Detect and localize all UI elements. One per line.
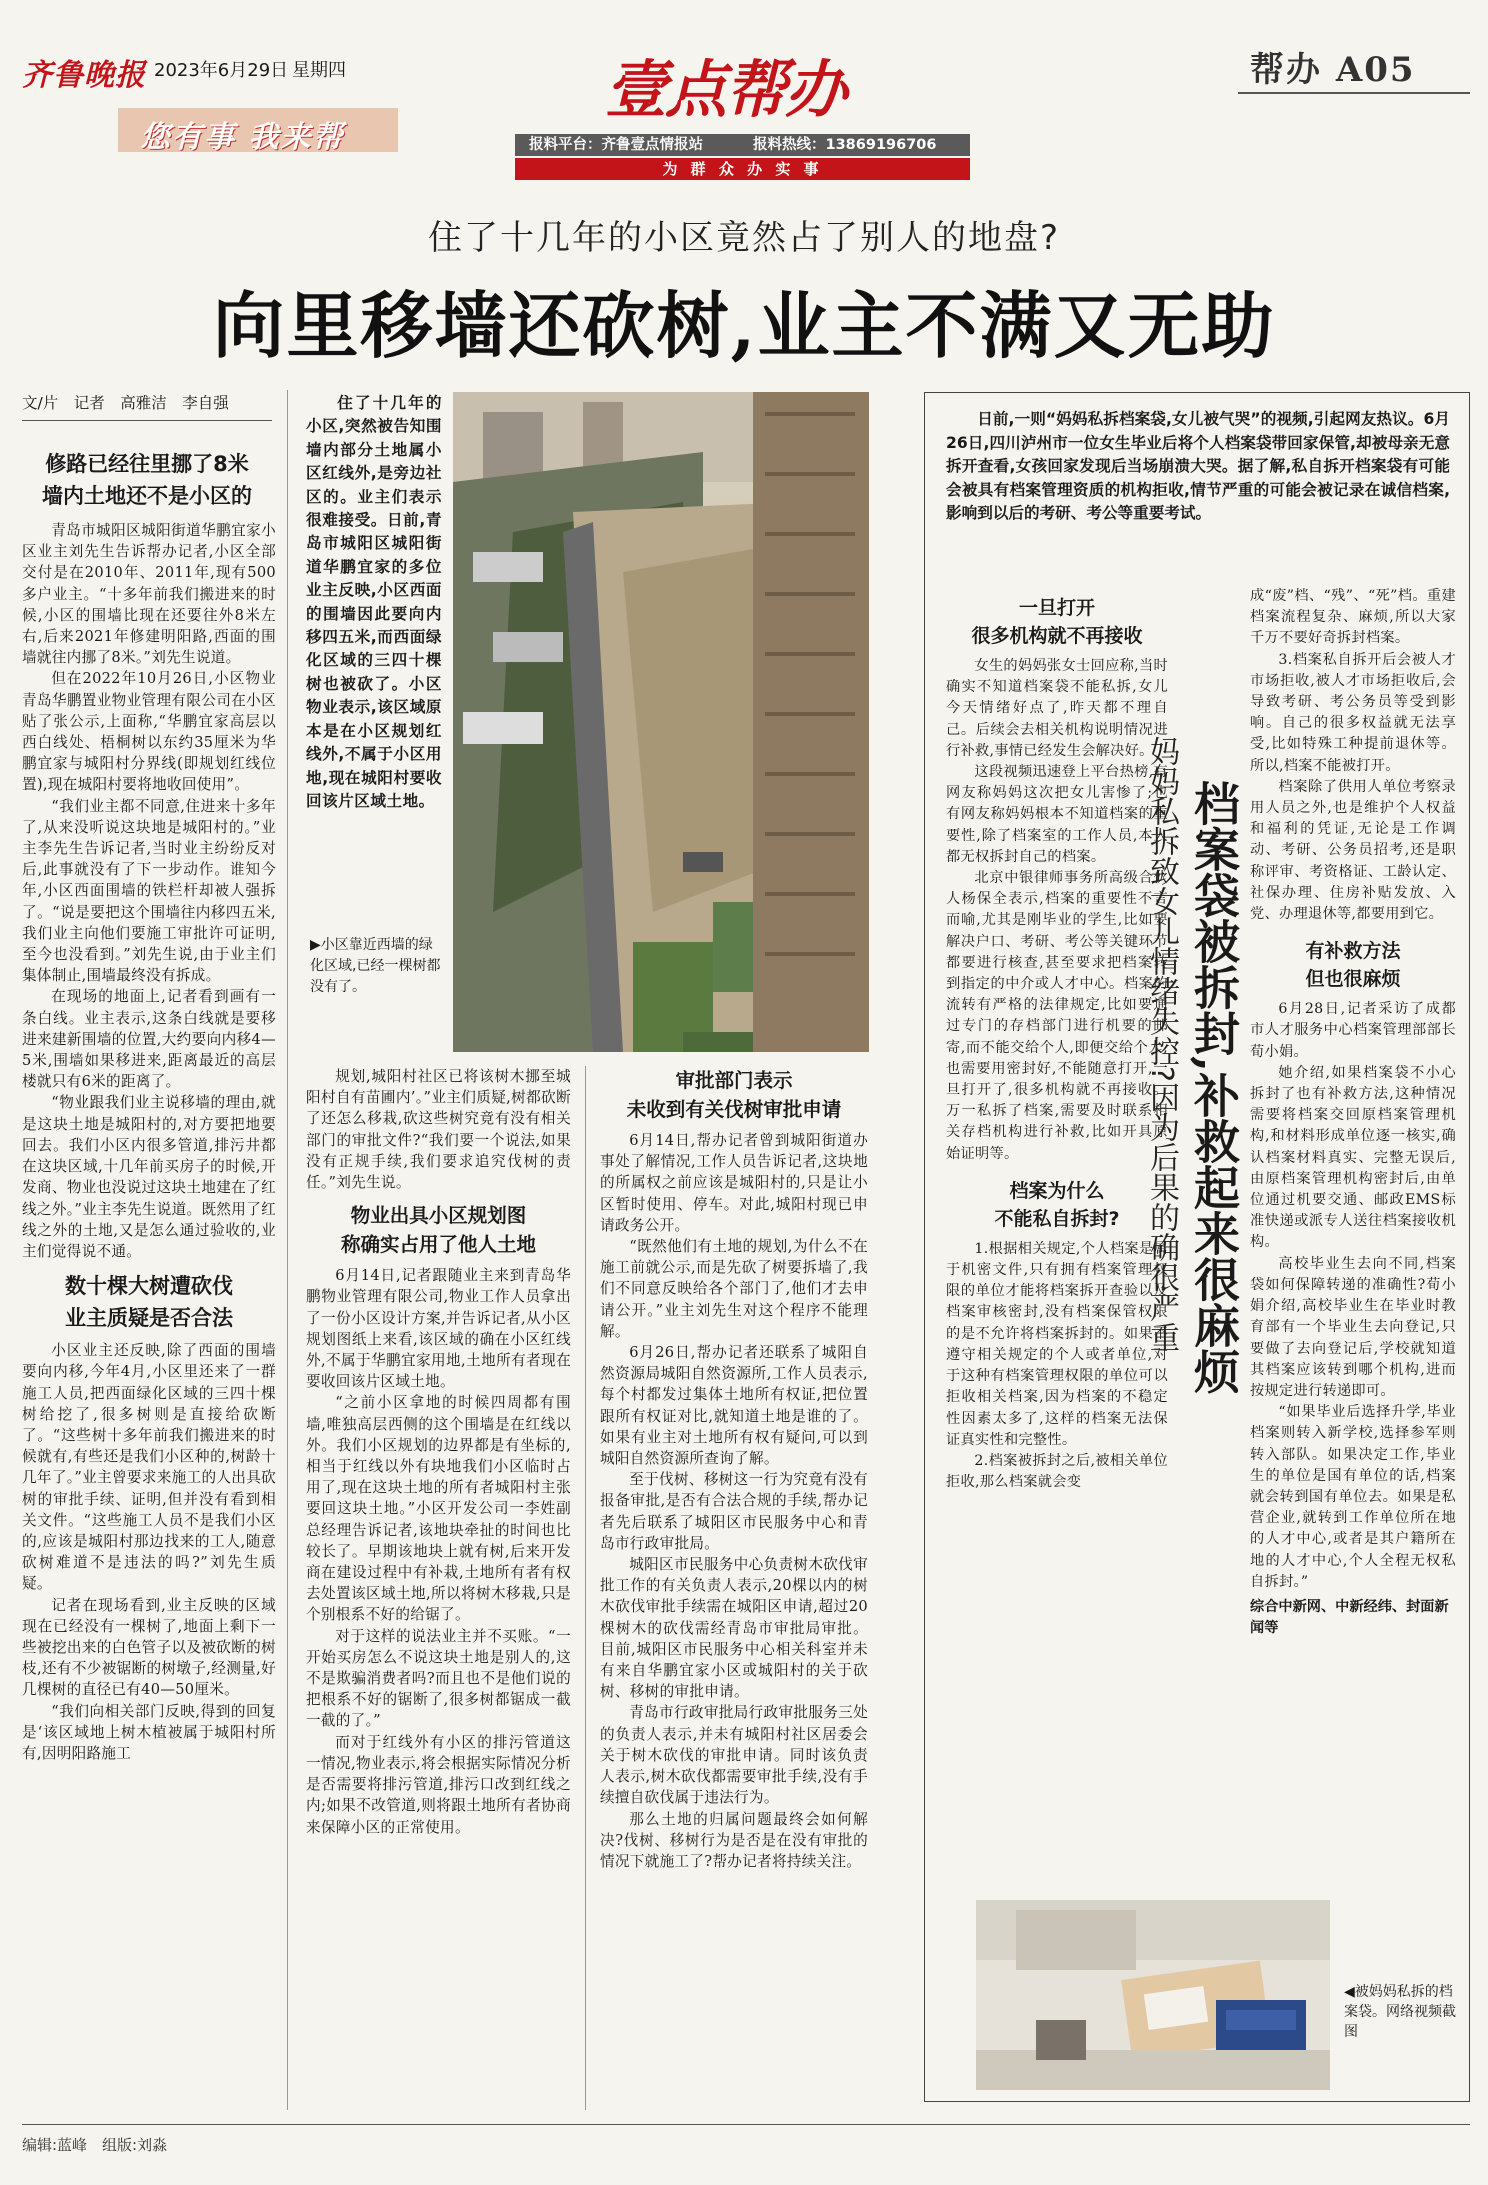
story2-col-b [1250,586,1456,1639]
paragraph: 青岛市城阳区城阳街道华鹏宜家小区业主刘先生告诉帮办记者,小区全部交付是在2010年、2011年,现有500多户业主。“十多年前我们搬进来的时候,小区的围墙比现在还要往外8米左右,后来2021年修建明阳路,西面的围墙就往内挪了8米。”刘先生说道。 [22,522,276,667]
column-divider [585,1066,586,2110]
archive-bag-photo [976,1900,1330,2090]
hotline-platform: 报料平台：齐鲁壹点情报站 [529,137,703,153]
footer-rule [22,2124,1470,2125]
issue-weekday: 星期四 [292,60,346,81]
issue-date: 2023年6月29日 [154,60,289,81]
slogan-text: 您有事 我来帮 [140,120,345,155]
story2-subhead-1: 一旦打开 很多机构就不再接收 [971,597,1143,647]
masthead [0,0,1488,178]
hotline-bar [515,134,970,156]
paragraph: 城阳区市民服务中心负责树木砍伐审批工作的有关负责人表示,20棵以内的树木砍伐审批手续需在城阳区申请,超过20棵树木的砍伐需经青岛市审批局审批。目前,城阳区市民服务中心相关科室并未有来自华鹏宜家小区或城阳村的关于砍树、移树的审批申请。 [600,1556,868,1701]
archive-bag-caption: ◀被妈妈私拆的档案袋。网络视频截图 [1344,1984,1456,2040]
slogan-banner [118,108,398,155]
paragraph: 小区业主还反映,除了西面的围墙要向内移,今年4月,小区里还来了一群施工人员,把西面绿化区域的三四十棵树给挖了,很多树则是直接给砍断了。“这些树十多年前我们搬进来的时候就有,有些还是我们小区种的,树龄十几年了。”业主曾要求来施工的人出具砍树的审批手续、证明,但并没有看到相关文件。“这些施工人员不是我们小区的,应该是城阳村那边找来的工人,随意砍树难道不是违法的吗?”刘先生质疑。 [22,1342,276,1593]
paragraph: 青岛市行政审批局行政审批服务三处的负责人表示,并未有城阳村社区居委会关于树木砍伐的审批申请。同时该负责人表示,树木砍伐都需要审批手续,没有手续擅自砍伐属于违法行为。 [600,1704,868,1807]
story2-intro [946,408,1450,526]
paragraph: 记者在现场看到,业主反映的区域现在已经没有一棵树了,地面上剩下一些被挖出来的白色管子以及被砍断的树枝,还有不少被锯断的树墩子,经测量,好几棵树的直径已有40—50厘米。 [22,1596,276,1699]
story2-subhead-2: 档案为什么 不能私自拆封? [994,1179,1120,1230]
construction-photo-caption: ▶小区靠近西墙的绿化区域,已经一棵树都没有了。 [310,937,441,995]
paragraph: 那么土地的归属问题最终会如何解决?伐树、移树行为是否是在没有审批的情况下就施工了?帮办记者将持续关注。 [600,1810,868,1870]
paragraph: 成“废”档、“残”、“死”档。重建档案流程复杂、麻烦,所以大家千万不要好奇拆封档案。 [1250,588,1456,647]
construction-photo [453,392,869,1052]
paragraph: 6月28日,记者采访了成都市人才服务中心档案管理部部长荀小娟。 [1250,1001,1456,1060]
paragraph: 6月26日,帮办记者还联系了城阳自然资源局城阳自然资源所,工作人员表示,每个村都发过集体土地所有权证,把位置跟所有权证对比,就知道土地是谁的了。如果有业主对土地所有权有疑问,可以到城阳自然资源所查询了解。 [600,1344,868,1468]
story1-subhead-2: 数十棵大树遭砍伐 业主质疑是否合法 [65,1274,233,1331]
paragraph: 但在2022年10月26日,小区物业青岛华鹏置业物业管理有限公司在小区贴了张公示,上面称,“华鹏宜家高层以西白线处、梧桐树以东约35厘米为华鹏宜家与城阳村分界线(即规划红线位置),现在城阳村要将地收回使用”。 [22,670,276,794]
paragraph: 1.根据相关规定,个人档案是属于机密文件,只有拥有档案管理权限的单位才能将档案拆开查验以及档案审核密封,没有档案保管权限的是不允许将档案拆封的。如果不遵守相关规定的个人或者单位,对于这种有档案管理权限的单位可以拒收相关档案,因为档案的不稳定性因素太多了,这样的档案无法保证真实性和完整性。 [946,1240,1168,1448]
story1-kicker: 住了十几年的小区竟然占了别人的地盘? [427,218,1061,258]
paragraph: 她介绍,如果档案袋不小心拆封了也有补救方法,这种情况需要将档案交回原档案管理机构,和材料形成单位逐一核实,确认档案材料真实、完整无误后,由原档案管理机构密封后,由单位通过机要交通、邮政EMS标准快递或派专人送往档案接收机构。 [1250,1064,1456,1251]
paragraph: 女生的妈妈张女士回应称,当时确实不知道档案袋不能私拆,女儿今天情绪好点了,昨天都不理自己。后续会去相关机构说明情况进行补救,事情已经发生会解决好。 [946,658,1168,759]
paragraph: 高校毕业生去向不同,档案袋如何保障转递的准确性?荀小娟介绍,高校毕业生在毕业时教育部有一个毕业生去向登记,只要做了去向登记后,学校就知道其档案应该转到哪个机构,进而按规定进行转递即可。 [1250,1255,1456,1399]
story1-subhead-1: 修路已经往里挪了8米 墙内土地还不是小区的 [42,452,252,508]
paragraph: “既然他们有土地的规划,为什么不在施工前就公示,而是先砍了树要拆墙了,我们不同意反映给各个部门了,他们才去申请公开。”业主刘先生对这个程序不能理解。 [600,1238,868,1340]
paragraph: 对于这样的说法业主并不买账。“一开始买房怎么不说这块土地是别人的,这不是欺骗消费者吗?而且也不是他们说的把根系不好的锯断了,很多树都锯成一截一截的了。” [306,1627,571,1730]
page-label: 帮办 A05 [1250,50,1416,90]
lead-text: 住了十几年的小区,突然被告知围墙内部分土地属小区红线外,是旁边社区的。业主们表示很难接受。日前,青岛市城阳区城阳街道华鹏宜家的多位业主反映,小区西面的围墙因此要向内移四五米,而西面绿化区域的三四十棵树也被砍了。小区物业表示,该区域原本是在小区规划红线外,不属于小区用地,现在城阳村要收回该片区域土地。 [306,394,442,810]
story1-byline: 文/片 记者 高雅洁 李自强 [22,394,229,412]
motto-bar [515,158,970,180]
paragraph: 6月14日,记者跟随业主来到青岛华鹏物业管理有限公司,物业工作人员拿出了一份小区设计方案,并告诉记者,从小区规划图纸上来看,该区域的确在小区红线外,不属于华鹏宜家用地,土地所有者现在要收回该片区域土地。 [306,1267,571,1391]
archive-bag-image [976,1900,1330,2090]
paragraph: “物业跟我们业主说移墙的理由,就是这块土地是城阳村的,对方要把地要回去。我们小区内很多管道,排污井都在这块区域,十几年前买房子的时候,开发商、物业也没说过这块土地建在了红线之外。”业主李先生说道。既然用了红线之外的土地,又是怎么通过验收的,业主们觉得说不通。 [22,1094,276,1260]
paragraph: 至于伐树、移树这一行为究竟有没有报备审批,是否有合法合规的手续,帮办记者先后联系了城阳区市民服务中心和青岛市行政审批局。 [600,1471,868,1552]
paragraph: 规划,城阳村社区已将该树木挪至城阳村自有苗圃内’。”业主们质疑,树都砍断了还怎么移栽,砍这些树究竟有没有相关部门的审批文件?“我们要一个说法,如果没有正规手续,我们要求追究伐树的责任。”刘先生说。 [306,1068,571,1192]
story1-col1 [22,520,276,1764]
footer-credits: 编辑:蓝峰 组版:刘淼 [22,2136,168,2154]
paragraph: “我们向相关部门反映,得到的回复是‘该区域地上树木植被属于城阳村所有,因明阳路施工 [22,1702,276,1762]
masthead-rule [1238,92,1470,94]
story2-source: 综合中新网、中新经纬、封面新闻等 [1250,1598,1449,1636]
paragraph: “如果毕业后选择升学,毕业档案则转入新学校,选择参军则转入部队。如果决定工作,毕业生的单位是国有单位的话,档案就会转到国有单位去。如果是私营企业,就转到工作单位所在地的人才中心,或者是其户籍所在地的人才中心,个人全程无权私自拆封。” [1250,1404,1456,1590]
paragraph: “之前小区拿地的时候四周都有围墙,唯独高层西侧的这个围墙是在红线以外。我们小区规划的边界都是有坐标的,相当于红线以外有块地我们小区临时占用了,现在这块土地的所有者城阳村主张要回这块土地。”小区开发公司一李姓副总经理告诉记者,该地块牵扯的时间也比较长了。早期该地块上就有树,后来开发商在建设过程中有补栽,土地所有者有权去处置该区域土地,所以将树木移栽,只是个别根系不好的给锯了。 [306,1394,571,1624]
story2-vertical-title: 档案袋被拆封,补救起来很麻烦 [1187,780,1241,1395]
section-logo: 壹点帮办 [605,53,846,126]
paragraph: 北京中银律师事务所高级合伙人杨保全表示,档案的重要性不言而喻,尤其是刚毕业的学生,比如要解决户口、考研、考公等关键环节都要进行核查,甚至要求把档案转到指定的中介或人才中心。档案的流转有严格的法律规定,比如要通过专门的存档部门进行机要的邮寄,而不能交给个人,即便交给个人,也需要用密封好,不能随意打开,一旦打开了,很多机构就不再接收。万一私拆了档案,需要及时联系相关存档机构进行补救,比如开具原始证明等。 [946,870,1168,1162]
construction-photo-image [453,392,869,1052]
byline-rule [22,420,272,421]
motto-text: 为 群 众 办 实 事 [662,160,823,178]
column-divider [287,390,288,2110]
hotline-phone: 报料热线：13869196706 [753,137,937,153]
story2-subhead-3: 有补救方法 但也很麻烦 [1305,940,1401,991]
paragraph: 6月14日,帮办记者曾到城阳街道办事处了解情况,工作人员告诉记者,这块地的所属权之前应该是城阳村的,只是让小区暂时使用、停车。对此,城阳村现已申请政务公开。 [600,1132,868,1234]
paragraph: 2.档案被拆封之后,被相关单位拒收,那么档案就会变 [946,1452,1168,1491]
story2-vertical-subtitle: 妈妈私拆致女儿情绪失控?因为后果的确很严重 [1144,736,1179,1352]
story1-lead [306,392,442,813]
story2-col-a [946,586,1168,1493]
story1-subhead-4: 审批部门表示 未收到有关伐树审批申请 [626,1069,842,1121]
story1-col2 [306,1066,571,1838]
paragraph: 在现场的地面上,记者看到画有一条白线。业主表示,这条白线就是要移进来建新围墙的位置,大约要向内移4—5米,围墙如果移进来,距离最近的高层楼就只有6米的距离了。 [22,988,276,1091]
paragraph: 这段视频迅速登上平台热榜,有网友称妈妈这次把女儿害惨了;也有网友称妈妈根本不知道档案的重要性,除了档案室的工作人员,本人都无权拆封自己的档案。 [946,764,1168,865]
paragraph: “我们业主都不同意,住进来十多年了,从来没听说这块地是城阳村的。”业主李先生告诉记者,当时业主纷纷反对后,此事就没有了下一步动作。谁知今年,小区西面围墙的铁栏杆却被人强拆了。“说是要把这个围墙往内移四五米,我们业主向他们要施工审批许可证明,至今也没看到。”刘先生说,由于业主们集体制止,围墙最终没有拆成。 [22,797,276,985]
paragraph: 而对于红线外有小区的排污管道这一情况,物业表示,将会根据实际情况分析是否需要将排污管道,排污口改到红线之内;如果不改管道,则将跟土地所有者协商来保障小区的正常使用。 [306,1733,571,1836]
story1-subhead-3: 物业出具小区规划图 称确实占用了他人土地 [340,1204,536,1257]
paper-logo: 齐鲁晚报 [22,58,146,93]
story1-headline: 向里移墙还砍树,业主不满又无助 [212,283,1276,368]
paragraph: 档案除了供用人单位考察录用人员之外,也是维护个人权益和福利的凭证,无论是工作调动、考研、公务员招考,还是职称评审、考资格证、工龄认定、社保办理、住房补贴发放、入党、办理退休等,都要用到它。 [1250,778,1456,923]
paragraph: 3.档案私自拆开后会被人才市场拒收,被人才市场拒收后,会导致考研、考公务员等受到影响。自己的很多权益就无法享受,比如特殊工种提前退休等。所以,档案不能被打开。 [1250,651,1456,774]
story1-col3 [600,1066,868,1872]
intro-text: 日前,一则“妈妈私拆档案袋,女儿被气哭”的视频,引起网友热议。6月26日,四川泸州市一位女生毕业后将个人档案袋带回家保管,却被母亲无意拆开查看,女孩回家发现后当场崩溃大哭。据了解,私自拆开档案袋有可能会被具有档案管理资质的机构拒收,情节严重的可能会被记录在诚信档案,影响到以后的考研、考公等重要考试。 [946,410,1450,522]
